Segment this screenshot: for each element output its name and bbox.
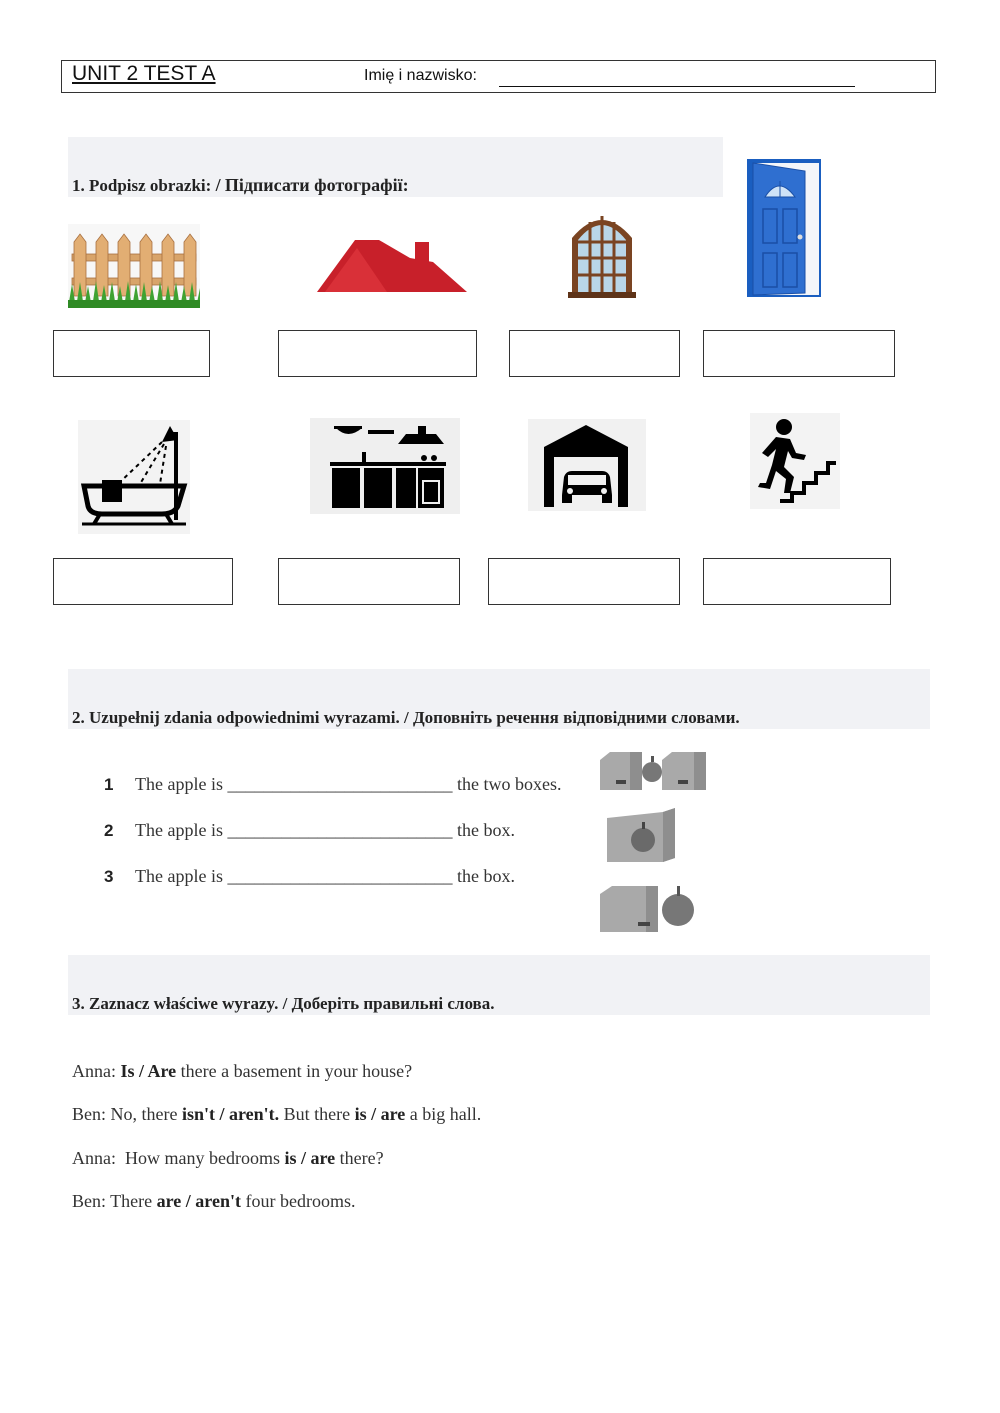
garage-icon (528, 419, 646, 511)
door-icon (745, 157, 823, 299)
dialogue-line (72, 1191, 355, 1212)
section3-title-ua: Доберіть правильні слова. (291, 994, 495, 1013)
choice-option[interactable]: Is / Are (120, 1061, 177, 1081)
choice-option[interactable]: is / are (354, 1104, 406, 1124)
answer-box-fence[interactable] (53, 330, 210, 377)
sentence-row (135, 820, 515, 841)
answer-box-stairs[interactable] (703, 558, 891, 605)
kitchen-icon (310, 418, 460, 514)
dialogue-text: Ben: No, there (72, 1104, 182, 1124)
dialogue-text: there a basement in your house? (176, 1061, 413, 1081)
section2-title (72, 708, 740, 728)
roof-icon (315, 238, 467, 294)
fence-icon (68, 224, 200, 308)
apple-between-boxes-icon (600, 750, 708, 792)
sentence-end: the two boxes. (456, 774, 562, 794)
dialogue-text: a big hall. (405, 1104, 482, 1124)
page-title: UNIT 2 TEST A (72, 62, 216, 85)
section2-title-pl: 2. Uzupełnij zdania odpowiednimi wyrazami. (72, 708, 400, 727)
dialogue-text: Anna: How many bedrooms (72, 1148, 285, 1168)
row-number: 2 (104, 821, 114, 840)
answer-box-door[interactable] (703, 330, 895, 377)
sentence-end: the box. (456, 820, 515, 840)
section3-title-sep: / (282, 994, 288, 1013)
sentence-start: The apple is (135, 866, 223, 886)
answer-blank[interactable]: _________________________ (227, 774, 453, 794)
sentence-row (135, 866, 515, 887)
dialogue-text: Ben: There (72, 1191, 157, 1211)
dialogue-text: four bedrooms. (240, 1191, 356, 1211)
bathroom-icon (78, 420, 190, 534)
sentence-end: the box. (456, 866, 515, 886)
name-label: Imię i nazwisko: (364, 67, 477, 84)
name-field-line[interactable] (499, 86, 855, 87)
section2-title-sep: / (404, 708, 409, 727)
choice-option[interactable]: are / aren't (156, 1191, 241, 1211)
section3-title-pl: 3. Zaznacz właściwe wyrazy. (72, 994, 279, 1013)
apple-in-box-icon (607, 808, 677, 864)
answer-box-roof[interactable] (278, 330, 477, 377)
section1-title (72, 175, 409, 196)
choice-option[interactable]: is / are (284, 1148, 336, 1168)
dialogue-line (72, 1148, 384, 1169)
choice-option[interactable]: isn't / aren't. (181, 1104, 280, 1124)
section2-title-ua: Доповніть речення відповідними словами. (412, 708, 740, 727)
section1-title-pl: 1. Podpisz obrazki: (72, 176, 212, 195)
section1-title-ua: Підписати фотографії: (224, 175, 409, 195)
row-number: 3 (104, 867, 114, 886)
answer-box-kitchen[interactable] (278, 558, 460, 605)
answer-box-window[interactable] (509, 330, 680, 377)
answer-blank[interactable]: _________________________ (227, 866, 453, 886)
dialogue-line (72, 1061, 412, 1082)
dialogue-text: Anna: (72, 1061, 121, 1081)
apple-next-to-box-icon (600, 884, 698, 934)
row-number: 1 (104, 775, 114, 794)
sentence-start: The apple is (135, 820, 223, 840)
dialogue-text: there? (335, 1148, 384, 1168)
section3-title (72, 994, 494, 1014)
answer-box-garage[interactable] (488, 558, 680, 605)
answer-blank[interactable]: _________________________ (227, 820, 453, 840)
stairs-icon (750, 413, 840, 509)
sentence-row (135, 774, 561, 795)
answer-box-bathroom[interactable] (53, 558, 233, 605)
window-icon (566, 208, 638, 298)
sentence-start: The apple is (135, 774, 223, 794)
dialogue-text: But there (279, 1104, 355, 1124)
section1-title-sep: / (215, 175, 221, 195)
dialogue-line (72, 1104, 481, 1125)
